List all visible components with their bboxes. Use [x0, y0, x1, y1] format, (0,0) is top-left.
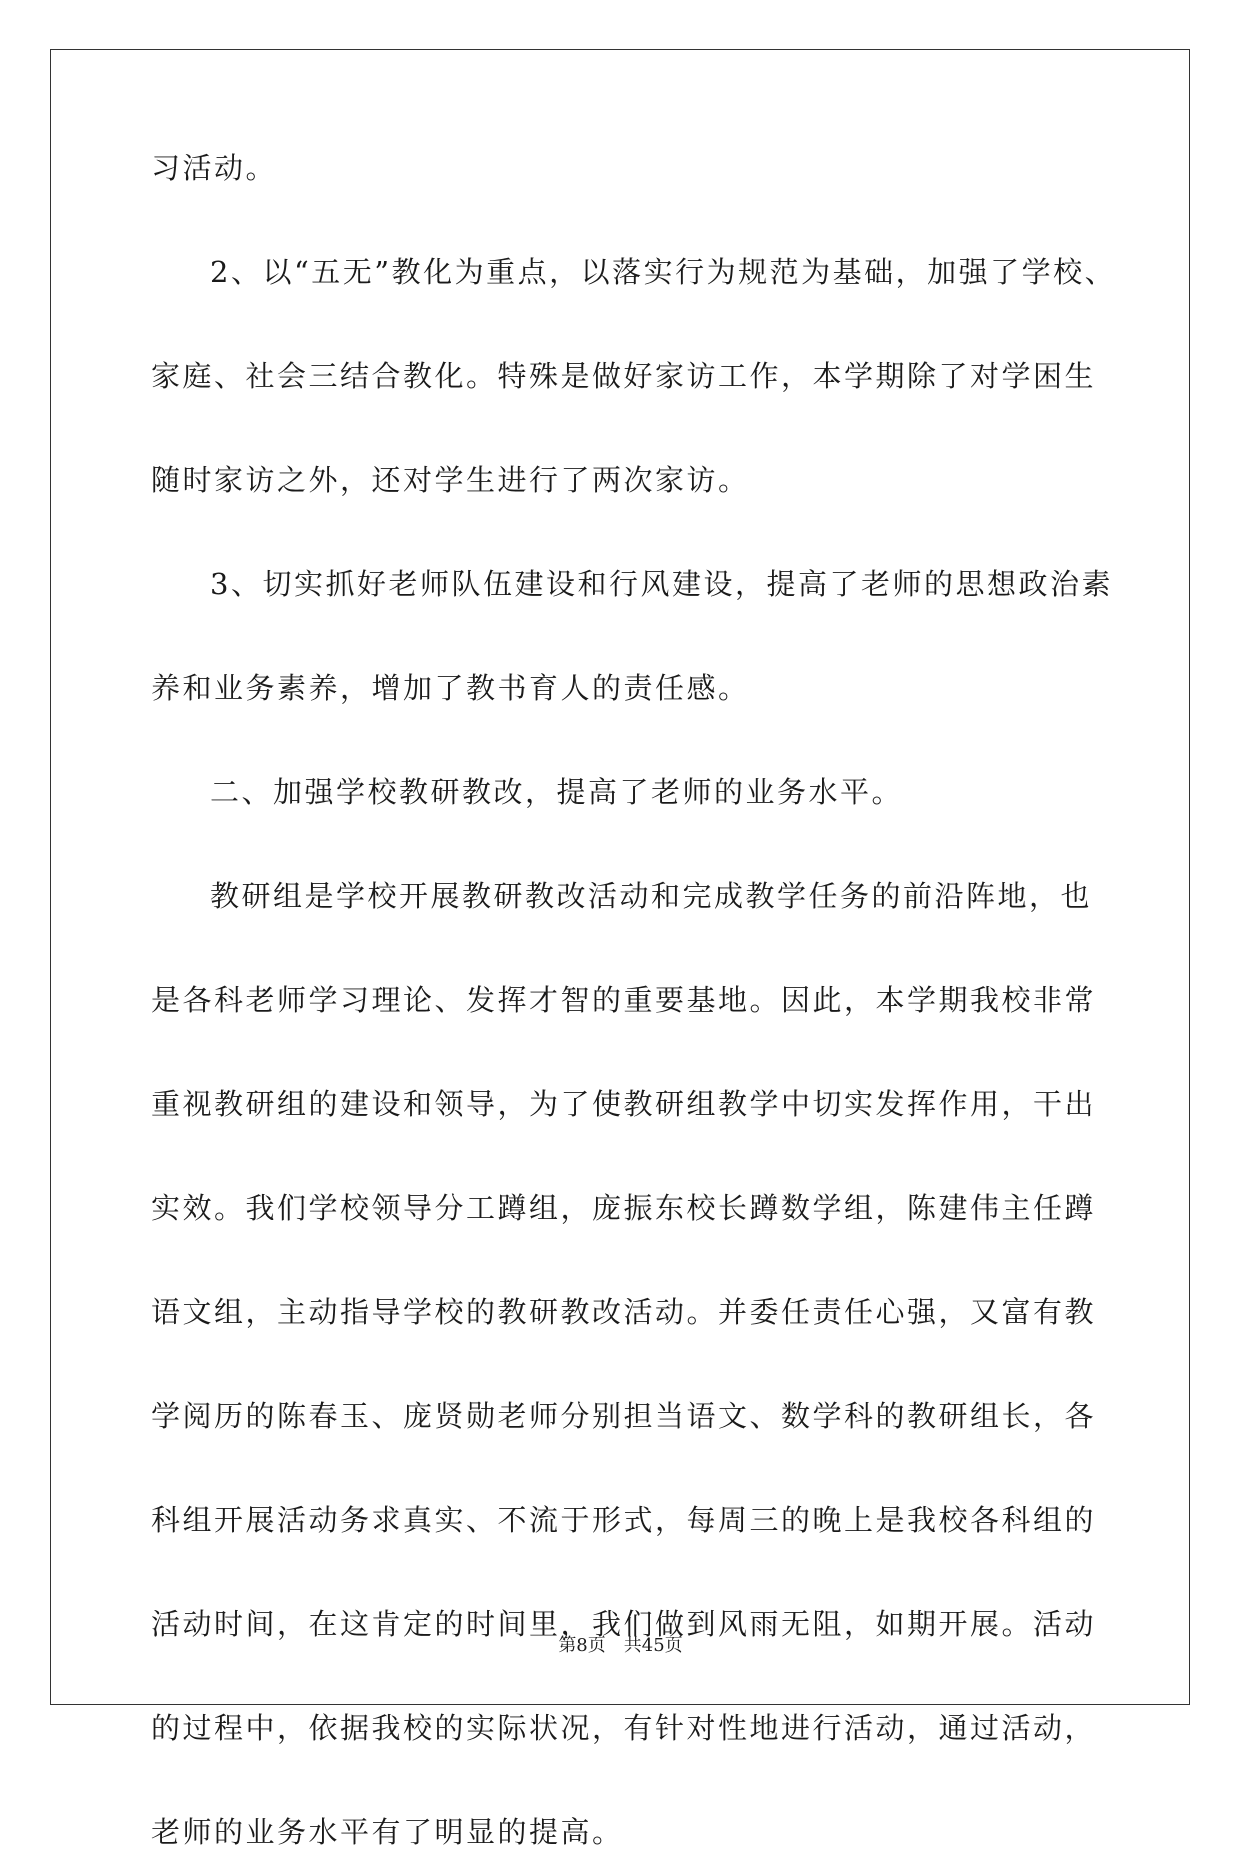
text-line: 学阅历的陈春玉、庞贤勋老师分别担当语文、数学科的教研组长，各 [151, 1399, 1097, 1433]
text-line: 老师的业务水平有了明显的提高。 [151, 1815, 624, 1849]
text-line: 语文组，主动指导学校的教研教改活动。并委任责任心强，又富有教 [151, 1295, 1097, 1329]
text-line: 重视教研组的建设和领导，为了使教研组教学中切实发挥作用，干出 [151, 1087, 1097, 1121]
text-line: 实效。我们学校领导分工蹲组，庞振东校长蹲数学组，陈建伟主任蹲 [151, 1191, 1097, 1225]
text-line: 习活动。 [151, 151, 278, 185]
page-number: 第8页 [558, 1635, 606, 1656]
page-total: 共45页 [623, 1635, 683, 1656]
section-heading: 二、加强学校教研教改，提高了老师的业务水平。 [210, 775, 904, 809]
page-footer [0, 1634, 1241, 1658]
paragraph-start-line: 3、切实抓好老师队伍建设和行风建设，提高了老师的思想政治素 [210, 567, 1113, 601]
document-body [151, 148, 1117, 1852]
paragraph-start-line: 教研组是学校开展教研教改活动和完成教学任务的前沿阵地，也 [210, 879, 1093, 913]
text-line: 养和业务素养，增加了教书育人的责任感。 [151, 671, 750, 705]
text-line: 是各科老师学习理论、发挥才智的重要基地。因此，本学期我校非常 [151, 983, 1097, 1017]
paragraph-start-line: 2、以“五无”教化为重点，以落实行为规范为基础，加强了学校、 [210, 255, 1117, 289]
text-line: 的过程中，依据我校的实际状况，有针对性地进行活动，通过活动， [151, 1711, 1097, 1745]
text-line: 科组开展活动务求真实、不流于形式，每周三的晚上是我校各科组的 [151, 1503, 1097, 1537]
text-line: 随时家访之外，还对学生进行了两次家访。 [151, 463, 750, 497]
text-line: 家庭、社会三结合教化。特殊是做好家访工作，本学期除了对学困生 [151, 359, 1097, 393]
text-line: 活动时间，在这肯定的时间里，我们做到风雨无阻，如期开展。活动 [151, 1607, 1097, 1641]
